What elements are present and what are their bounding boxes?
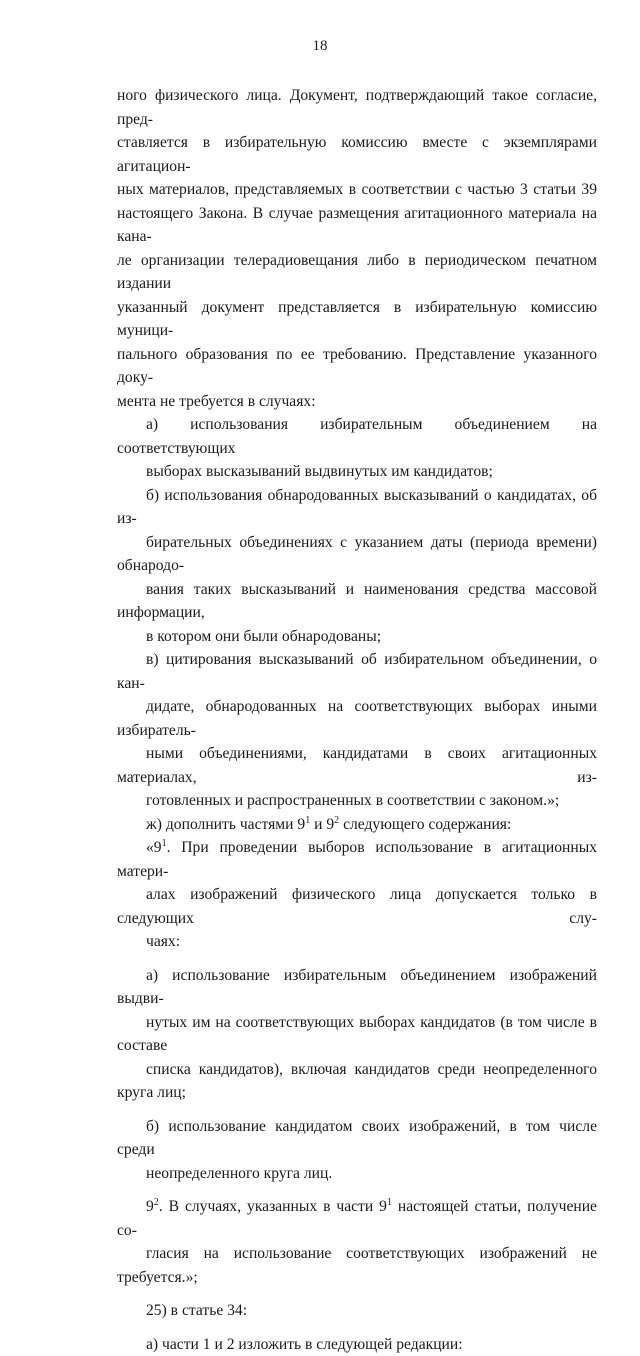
document-body	[117, 84, 597, 1356]
text-line: гласия на использование соответствующих изображений не требуется.»;	[117, 1242, 597, 1289]
text-line	[117, 836, 597, 883]
text-line: настоящего Закона. В случае размещения агитационного материала на кана-	[117, 202, 597, 249]
paragraph	[117, 813, 597, 837]
text-line: списка кандидатов), включая кандидатов среди неопределенного круга лиц;	[117, 1058, 597, 1105]
text-line: чаях:	[117, 930, 597, 954]
text-line: 25) в статье 34:	[117, 1299, 597, 1323]
text-line	[117, 1195, 597, 1242]
paragraph	[117, 648, 597, 813]
superscript: 1	[162, 838, 167, 849]
text-line: выборах высказываний выдвинутых им кандидатов;	[117, 460, 597, 484]
paragraph	[117, 1299, 597, 1323]
superscript: 2	[334, 814, 339, 825]
text-line: ставляется в избирательную комиссию вместе с экземплярами агитацион-	[117, 131, 597, 178]
text-line: а) использования избирательным объединением на соответствующих	[117, 413, 597, 460]
page-number: 18	[0, 38, 640, 55]
text-line: дидате, обнародованных на соответствующих выборах иными избиратель-	[117, 695, 597, 742]
text-line: указанный документ представляется в избирательную комиссию муници-	[117, 296, 597, 343]
text-run: . При проведении выборов использование в агитационных матери-	[117, 839, 597, 880]
text-run: ж) дополнить частями 9	[146, 816, 305, 833]
text-run: . В случаях, указанных в части 9	[159, 1198, 387, 1215]
text-line: б) использования обнародованных высказываний о кандидатах, об из-	[117, 484, 597, 531]
text-line: пального образования по ее требованию. Представление указанного доку-	[117, 343, 597, 390]
text-line: ных материалов, представляемых в соответствии с частью 3 статьи 39	[117, 178, 597, 202]
text-line: готовленных и распространенных в соответствии с законом.»;	[117, 789, 597, 813]
text-line: мента не требуется в случаях:	[117, 390, 597, 414]
paragraph	[117, 1195, 597, 1289]
text-line: неопределенного круга лиц.	[117, 1162, 597, 1186]
text-line: вания таких высказываний и наименования средства массовой информации,	[117, 578, 597, 625]
superscript: 1	[305, 814, 310, 825]
text-line	[117, 813, 597, 837]
superscript: 2	[154, 1197, 159, 1208]
text-line: в) цитирования высказываний об избирательном объединении, о кан-	[117, 648, 597, 695]
text-line: алах изображений физического лица допускается только в следующих слу-	[117, 883, 597, 930]
paragraph	[117, 84, 597, 413]
text-run: настоящей статьи, получение со-	[117, 1198, 597, 1239]
text-line: б) использование кандидатом своих изображений, в том числе среди	[117, 1115, 597, 1162]
paragraph	[117, 1115, 597, 1186]
paragraph	[117, 1333, 597, 1356]
text-line: ле организации телерадиовещания либо в периодическом печатном издании	[117, 249, 597, 296]
superscript: 1	[387, 1197, 392, 1208]
text-run: «9	[146, 839, 162, 856]
paragraph	[117, 413, 597, 484]
text-line: в котором они были обнародованы;	[117, 625, 597, 649]
text-run: 9	[146, 1198, 154, 1215]
text-line: а) части 1 и 2 изложить в следующей редакции:	[117, 1333, 597, 1356]
text-run: и 9	[310, 816, 334, 833]
text-line: бирательных объединениях с указанием даты (периода времени) обнародо-	[117, 531, 597, 578]
text-run: следующего содержания:	[339, 816, 511, 833]
text-line: ными объединениями, кандидатами в своих агитационных материалах, из-	[117, 742, 597, 789]
text-line: ного физического лица. Документ, подтверждающий такое согласие, пред-	[117, 84, 597, 131]
text-line: нутых им на соответствующих выборах кандидатов (в том числе в составе	[117, 1011, 597, 1058]
text-line: а) использование избирательным объединением изображений выдви-	[117, 964, 597, 1011]
paragraph	[117, 484, 597, 649]
paragraph	[117, 836, 597, 954]
paragraph	[117, 964, 597, 1105]
